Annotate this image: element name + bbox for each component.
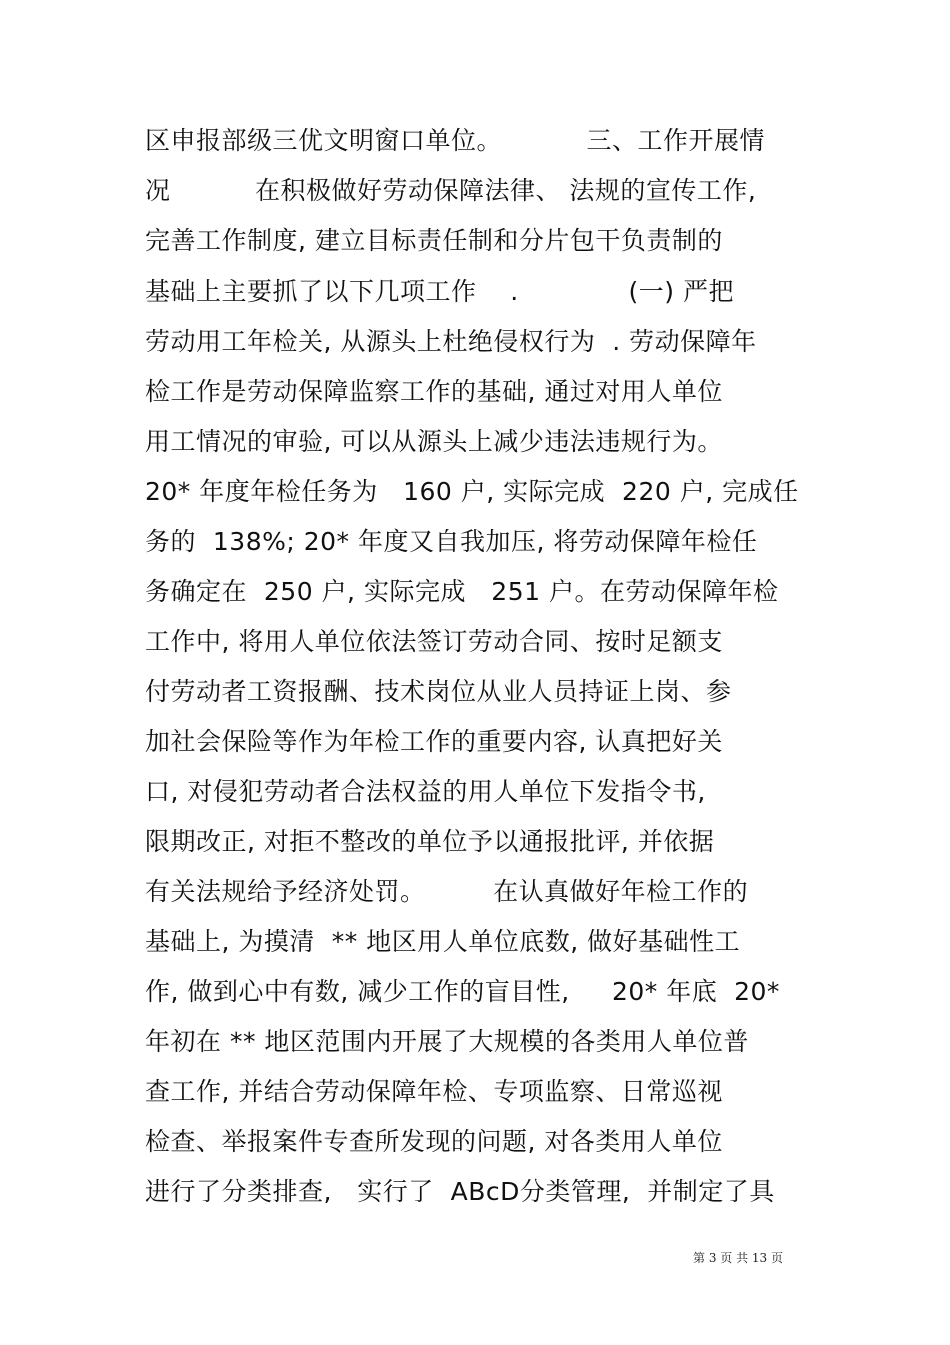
text-line: 务确定在 250 户, 实际完成 251 户。在劳动保障年检 bbox=[145, 577, 779, 606]
text-line: 限期改正, 对拒不整改的单位予以通报批评, 并依据 bbox=[145, 827, 715, 856]
text-line: 基础上, 为摸清 ** 地区用人单位底数, 做好基础性工 bbox=[145, 927, 741, 956]
text-line: 用工情况的审验, 可以从源头上减少违法违规行为。 bbox=[145, 427, 723, 456]
text-line: 检查、举报案件专查所发现的问题, 对各类用人单位 bbox=[145, 1127, 723, 1156]
text-line: 进行了分类排查, 实行了 ABcD分类管理, 并制定了具 bbox=[145, 1177, 775, 1206]
text-line: 口, 对侵犯劳动者合法权益的用人单位下发指令书, bbox=[145, 777, 706, 806]
text-line: 区申报部级三优文明窗口单位。 三、工作开展情 bbox=[145, 126, 765, 155]
text-line: 务的 138%; 20* 年度又自我加压, 将劳动保障年检任 bbox=[145, 527, 758, 556]
text-line: 付劳动者工资报酬、技术岗位从业人员持证上岗、参 bbox=[145, 677, 732, 706]
text-line: 况 在积极做好劳动保障法律、 法规的宣传工作, bbox=[145, 176, 757, 205]
text-line: 检工作是劳动保障监察工作的基础, 通过对用人单位 bbox=[145, 377, 723, 406]
text-line: 20* 年度年检任务为 160 户, 实际完成 220 户, 完成任 bbox=[145, 477, 799, 506]
text-line: 查工作, 并结合劳动保障年检、专项监察、日常巡视 bbox=[145, 1077, 723, 1106]
text-line: 作, 做到心中有数, 减少工作的盲目性, 20* 年底 20* bbox=[145, 977, 780, 1006]
page-number-footer: 第 3 页 共 13 页 bbox=[693, 1251, 783, 1265]
text-line: 基础上主要抓了以下几项工作 . (一) 严把 bbox=[145, 277, 734, 306]
text-line: 加社会保险等作为年检工作的重要内容, 认真把好关 bbox=[145, 727, 723, 756]
text-line: 工作中, 将用人单位依法签订劳动合同、按时足额支 bbox=[145, 627, 723, 656]
text-line: 年初在 ** 地区范围内开展了大规模的各类用人单位普 bbox=[145, 1027, 749, 1056]
text-line: 有关法规给予经济处罚。 在认真做好年检工作的 bbox=[145, 877, 749, 906]
text-line: 完善工作制度, 建立目标责任制和分片包干负责制的 bbox=[145, 226, 723, 255]
text-line: 劳动用工年检关, 从源头上杜绝侵权行为 . 劳动保障年 bbox=[145, 327, 757, 356]
